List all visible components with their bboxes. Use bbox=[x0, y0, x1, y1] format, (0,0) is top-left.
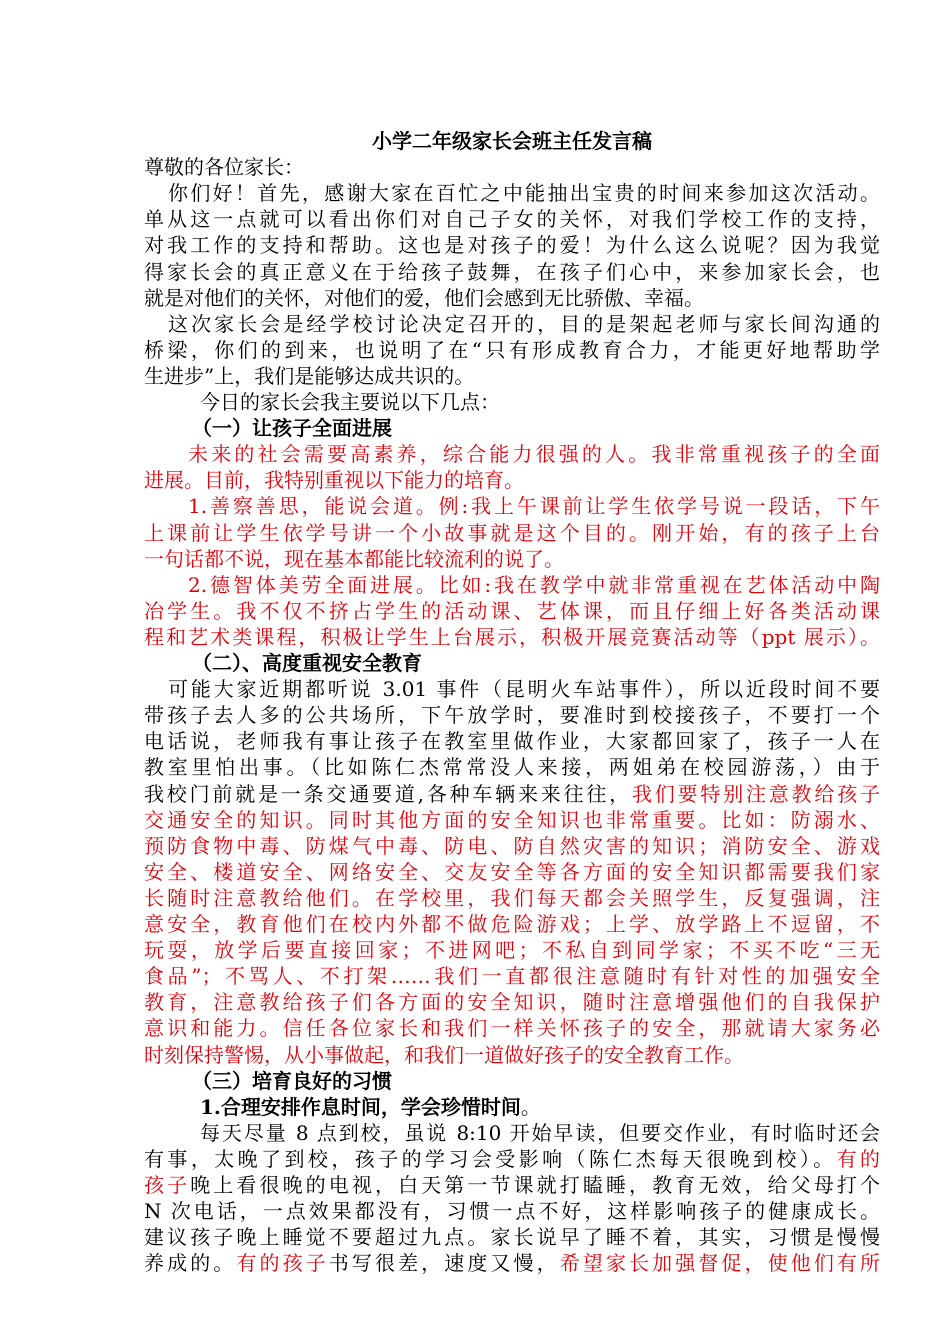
text-span: 尊敬的各位家长： bbox=[144, 155, 304, 180]
text-span: （一）让孩子全面进展 bbox=[192, 416, 392, 441]
text-span: 带孩子去人多的公共场所，下午放学时，要准时到校接孩子，不要打一个 bbox=[144, 703, 880, 728]
text-span: 教室里怕出事。（比如陈仁杰常常没人来接，两姐弟在校园游荡，）由于 bbox=[144, 755, 880, 780]
text-span: 1.合理安排作息时间，学会珍惜时间 bbox=[200, 1094, 521, 1119]
text-line bbox=[144, 937, 880, 963]
text-line bbox=[144, 1068, 880, 1094]
text-line bbox=[144, 285, 880, 311]
document-title: 小学二年级家长会班主任发言稿 bbox=[372, 129, 652, 153]
text-line bbox=[144, 702, 880, 728]
text-span: 电话说，老师我有事让孩子在教室里做作业，大家都回家了，孩子一人在 bbox=[144, 729, 880, 754]
text-span: 每天尽量 8 点到校，虽说 8:10 开始早读，但要交作业，有时临时还会 bbox=[200, 1120, 880, 1145]
highlighted-text: 教育，注意教给孩子们各方面的安全知识，随时注意增强他们的自我保护 bbox=[144, 990, 880, 1015]
text-span: 我校门前就是一条交通要道,各种车辆来来往往， bbox=[144, 781, 632, 806]
text-line bbox=[144, 493, 880, 519]
text-line bbox=[144, 520, 880, 546]
text-line bbox=[144, 676, 880, 702]
text-span: 晚上看很晚的电视，白天第一节课就打瞌睡，教育无效，给父母打个 bbox=[190, 1173, 880, 1197]
text-span: （三）培育良好的习惯 bbox=[192, 1068, 392, 1093]
text-line bbox=[144, 963, 880, 989]
text-span: 生进步”上，我们是能够达成共识的。 bbox=[144, 363, 475, 388]
text-line bbox=[144, 754, 880, 780]
text-span: 单从这一点就可以看出你们对自己子女的关怀，对我们学校工作的支持， bbox=[144, 207, 880, 232]
highlighted-text: 希望家长加强督促，使他们有所 bbox=[559, 1251, 880, 1276]
highlighted-text: 安全、楼道安全、网络安全、交友安全等各方面的安全知识都需要我们家 bbox=[144, 859, 880, 884]
text-line bbox=[144, 859, 880, 885]
text-line bbox=[144, 1094, 880, 1120]
text-line bbox=[144, 1250, 880, 1276]
text-line bbox=[144, 911, 880, 937]
text-line bbox=[144, 154, 880, 180]
text-line bbox=[144, 389, 880, 415]
text-span: 今日的家长会我主要说以下几点： bbox=[200, 390, 500, 414]
highlighted-text: 玩耍，放学后要直接回家；不进网吧；不私自到同学家；不买不吃“三无 bbox=[144, 938, 880, 963]
text-line bbox=[144, 1198, 880, 1224]
highlighted-text: 预防食物中毒、防煤气中毒、防电、防自然灾害的知识；消防安全、游戏 bbox=[144, 833, 880, 858]
text-line bbox=[144, 1146, 880, 1172]
text-span: （二）、高度重视安全教育 bbox=[192, 651, 422, 675]
text-span: 就是对他们的关怀，对他们的爱，他们会感到无比骄傲、幸福。 bbox=[144, 285, 704, 310]
text-line bbox=[144, 1224, 880, 1250]
highlighted-text: 上课前让学生依学号讲一个小故事就是这个目的。刚开始，有的孩子上台 bbox=[144, 520, 880, 545]
text-line bbox=[144, 232, 880, 258]
highlighted-text: 有的 bbox=[836, 1146, 880, 1171]
text-line bbox=[144, 337, 880, 363]
text-line bbox=[144, 1172, 880, 1198]
text-span: 对我工作的支持和帮助。这也是对孩子的爱！为什么这么说呢？因为我觉 bbox=[144, 233, 880, 258]
text-line bbox=[144, 781, 880, 807]
text-line bbox=[144, 833, 880, 859]
highlighted-text: 有的孩子 bbox=[236, 1251, 329, 1276]
text-line bbox=[144, 441, 880, 467]
highlighted-text: 交通安全的知识。同时其他方面的安全知识也非常重要。比如：防溺水、 bbox=[144, 807, 880, 832]
text-line bbox=[144, 1042, 880, 1068]
text-line bbox=[144, 546, 880, 572]
text-line bbox=[144, 598, 880, 624]
text-line bbox=[144, 650, 880, 676]
text-span: 有事，太晚了到校，孩子的学习会受影响（陈仁杰每天很晚到校）。 bbox=[144, 1146, 837, 1171]
text-line bbox=[144, 415, 880, 441]
text-span: 桥梁，你们的到来，也说明了在“只有形成教育合力，才能更好地帮助学 bbox=[144, 337, 880, 362]
text-line bbox=[144, 206, 880, 232]
text-span: 养成的。 bbox=[144, 1251, 237, 1276]
text-line bbox=[144, 989, 880, 1015]
highlighted-text: 未来的社会需要高素养，综合能力很强的人。我非常重视孩子的全面 bbox=[188, 442, 880, 467]
text-span: 书写很差，速度又慢， bbox=[328, 1251, 560, 1276]
text-line bbox=[144, 885, 880, 911]
text-line bbox=[144, 572, 880, 598]
text-line bbox=[144, 1120, 880, 1146]
text-line bbox=[144, 728, 880, 754]
text-span: 。 bbox=[520, 1094, 541, 1119]
highlighted-text: 意安全，教育他们在校内外都不做危险游戏；上学、放学路上不逗留，不 bbox=[144, 912, 880, 936]
text-span: 你们好！首先，感谢大家在百忙之中能抽出宝贵的时间来参加这次活动。 bbox=[168, 181, 880, 206]
highlighted-text: 我们要特别注意教给孩子 bbox=[632, 781, 880, 806]
highlighted-text: 时刻保持警惕，从小事做起，和我们一道做好孩子的安全教育工作。 bbox=[144, 1042, 744, 1067]
text-line bbox=[144, 807, 880, 833]
highlighted-text: 进展。目前，我特别重视以下能力的培育。 bbox=[144, 468, 524, 493]
text-span: N 次电话，一点效果都没有，习惯一点不好，这样影响孩子的健康成长。 bbox=[144, 1199, 880, 1224]
text-span: 这次家长会是经学校讨论决定召开的，目的是架起老师与家长间沟通的 bbox=[168, 311, 880, 336]
highlighted-text: 2.德智体美劳全面进展。比如:我在教学中就非常重视在艺体活动中陶 bbox=[188, 572, 880, 597]
text-line bbox=[144, 311, 880, 337]
text-line bbox=[144, 1015, 880, 1041]
text-span: 可能大家近期都听说 3.01 事件（昆明火车站事件），所以近段时间不要 bbox=[168, 677, 880, 702]
highlighted-text: 冶学生。我不仅不挤占学生的活动课、艺体课，而且仔细上好各类活动课 bbox=[144, 598, 880, 623]
text-line bbox=[144, 467, 880, 493]
highlighted-text: 食品”；不骂人、不打架……我们一直都很注意随时有针对性的加强安全 bbox=[144, 964, 880, 989]
highlighted-text: 意识和能力。信任各位家长和我们一样关怀孩子的安全，那就请大家务必 bbox=[144, 1016, 880, 1041]
text-line bbox=[144, 259, 880, 285]
highlighted-text: 1.善察善思，能说会道。例:我上午课前让学生依学号说一段话，下午 bbox=[188, 494, 880, 519]
text-line bbox=[144, 363, 880, 389]
highlighted-text: 一句话都不说，现在基本都能比较流利的说了。 bbox=[144, 546, 564, 571]
text-span: 建议孩子晚上睡觉不要超过九点。家长说早了睡不着，其实，习惯是慢慢 bbox=[144, 1225, 880, 1250]
text-line bbox=[144, 180, 880, 206]
highlighted-text: 长随时注意教给他们。在学校里，我们每天都会关照学生，反复强调，注 bbox=[144, 885, 880, 910]
text-span: 得家长会的真正意义在于给孩子鼓舞，在孩子们心中，来参加家长会，也 bbox=[144, 259, 880, 284]
highlighted-text: 程和艺术类课程，积极让学生上台展示，积极开展竞赛活动等（ppt 展示）。 bbox=[144, 624, 880, 649]
text-line bbox=[144, 624, 880, 650]
highlighted-text: 孩子 bbox=[144, 1173, 191, 1197]
